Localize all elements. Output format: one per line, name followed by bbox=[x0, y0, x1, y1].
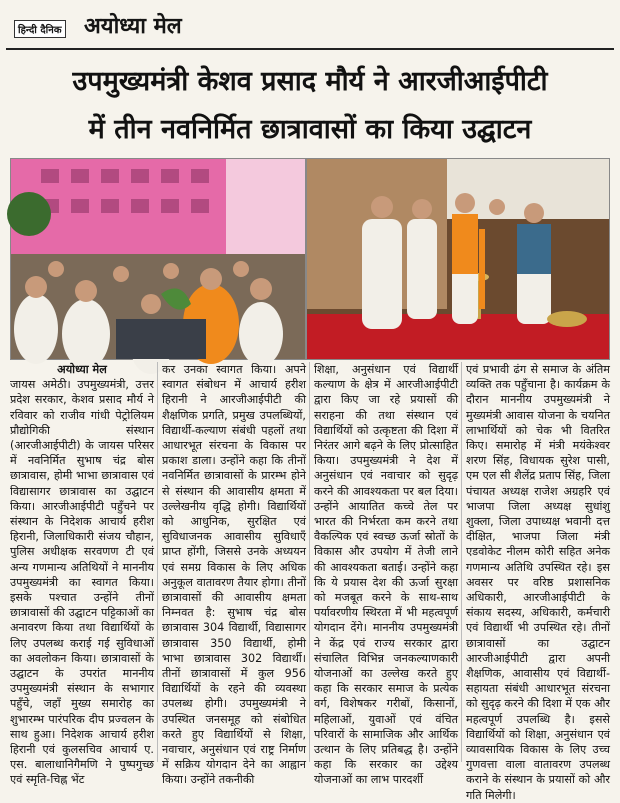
masthead bbox=[6, 6, 616, 46]
article-body bbox=[10, 362, 610, 802]
article-column-1 bbox=[10, 362, 154, 787]
article-column-3: शिक्षा, अनुसंधान एवं विद्यार्थी कल्याण के क्षेत्र में आरजीआईपीटी द्वारा किए जा रहे प्रयासों की सराहना की तथा संस्थान एवं विद्यार्थियों को उत्कृष्टता की दिशा में निरंतर आगे बढ़ने के लिए प्रोत्साहित किया। उपमुख्यमंत्री ने देश में अनुसंधान एवं नवाचार को सुदृढ़ करने की आवश्यकता पर बल दिया। उन्होंने आयातित कच्चे तेल पर भारत की निर्भरता कम करने तथा वैकल्पिक एवं स्वच्छ ऊर्जा स्रोतों के विकास और उपयोग में तेजी लाने की आवश्यकता बताई। उन्होंने कहा कि ये प्रयास देश की ऊर्जा सुरक्षा को मजबूत करने के साथ-साथ पर्यावरणीय स्थिरता में भी महत्वपूर्ण योगदान देंगे। माननीय उपमुख्यमंत्री ने केंद्र एवं राज्य सरकार द्वारा संचालित विभिन्न जनकल्याणकारी योजनाओं का उल्लेख करते हुए कहा कि सरकार समाज के प्रत्येक वर्ग, विशेषकर गरीबों, किसानों, महिलाओं, युवाओं एवं वंचित परिवारों के सामाजिक और आर्थिक उत्थान के लिए प्रतिबद्ध है। उन्होंने कहा कि सरकार का उद्देश्य योजनाओं का लाभ पारदर्शी bbox=[314, 363, 458, 787]
newspaper-name: अयोध्या मेल bbox=[84, 13, 182, 39]
dateline: अयोध्या मेल bbox=[57, 363, 107, 376]
headline-line-2: में तीन नवनिर्मित छात्रावासों का किया उद्घाटन bbox=[88, 114, 532, 145]
article-text-1: जायस अमेठी। उपमुख्यमंत्री, उत्तर प्रदेश सरकार, केशव प्रसाद मौर्य ने रविवार को राजीव गांधी पेट्रोलियम प्रौद्योगिकी संस्थान (आरजीआईपीटी) के जायस परिसर में नवनिर्मित सुभाष चंद्र बोस छात्रावास, होमी भाभा छात्रावास एवं विद्यासागर छात्रावास का उद्घाटन किया। आरजीआईपीटी पहुँचने पर संस्थान के निदेशक आचार्य हरीश हिरानी, जिलाधिकारी संजय चौहान, पुलिस अधीक्षक सरवणण टी एवं अन्य गणमान्य अतिथियों ने माननीय उपमुख्यमंत्री का स्वागत किया। इसके पश्चात उन्होंने तीनों छात्रावासों की उद्घाटन पट्टिकाओं का अनावरण किया तथा विद्यार्थियों के लिए उपलब्ध कराई गई सुविधाओं का अवलोकन किया। छात्रावासों के उद्घाटन के उपरांत माननीय उपमुख्यमंत्री संस्थान के सभागार पहुँचे, जहाँ मुख्य समारोह का शुभारम्भ पारंपरिक दीप प्रज्वलन के साथ हुआ। निदेशक आचार्य हरीश हिरानी एवं कुलसचिव आचार्य ए. एस. बालाधानिगैमणि ने पुष्पगुच्छ एवं स्मृति-चिह्न भेंट bbox=[10, 378, 154, 787]
article-column-2: कर उनका स्वागत किया। अपने स्वागत संबोधन में आचार्य हरीश हिरानी ने आरजीआईपीटी की शैक्षणिक प्रगति, प्रमुख उपलब्धियों, विद्यार्थी-कल्याण संबंधी पहलों तथा आधारभूत संरचना के विकास पर प्रकाश डाला। उन्होंने कहा कि तीनों नवनिर्मित छात्रावासों के प्रारम्भ होने से संस्थान की आवासीय क्षमता में उल्लेखनीय वृद्धि होगी। विद्यार्थियों को आधुनिक, सुरक्षित एवं सुविधाजनक आवासीय सुविधाएँ प्राप्त होंगी, जिससे उनके अध्ययन एवं समग्र विकास के लिए अधिक अनुकूल वातावरण तैयार होगा। तीनों छात्रावासों की आवासीय क्षमता निम्नवत है: सुभाष चंद्र बोस छात्रावास 304 विद्यार्थी, विद्यासागर छात्रावास 350 विद्यार्थी, होमी भाभा छात्रावास 302 विद्यार्थी। तीनों छात्रावासों में कुल 956 विद्यार्थियों के रहने की व्यवस्था उपलब्ध होगी। उपमुख्यमंत्री ने उपस्थित जनसमूह को संबोधित करते हुए विद्यार्थियों से शिक्षा, नवाचार, अनुसंधान एवं राष्ट्र निर्माण में सक्रिय योगदान देने का आह्वान किया। उन्होंने तकनीकी bbox=[162, 363, 306, 787]
headline-line-1: उपमुख्यमंत्री केशव प्रसाद मौर्य ने आरजीआईपीटी bbox=[72, 66, 548, 97]
photo-crowd-at-hostel bbox=[10, 158, 306, 360]
headline bbox=[10, 58, 610, 154]
masthead-label: हिन्दी दैनिक bbox=[14, 20, 66, 38]
article-column-4: एवं प्रभावी ढंग से समाज के अंतिम व्यक्ति तक पहुँचाना है। कार्यक्रम के दौरान माननीय उपमुख्यमंत्री ने मुख्यमंत्री आवास योजना के चयनित लाभार्थियों को चेक भी वितरित किए। समारोह में मंत्री मयंकेश्वर शरण सिंह, विधायक सुरेश पासी, एम एल सी शैलेंद्र प्रताप सिंह, जिला पंचायत अध्यक्ष राजेश अग्रहरि एवं भाजपा जिला अध्यक्ष सुधांशु शुक्ला, जिला उपाध्यक्ष भवानी दत्त दीक्षित, भाजपा जिला मंत्री एडवोकेट नीलम कोरी सहित अनेक गणमान्य अतिथि उपस्थित रहे। इस अवसर पर वरिष्ठ प्रशासनिक अधिकारी, आरजीआईपीटी के संकाय सदस्य, अधिकारी, कर्मचारी एवं विद्यार्थी भी उपस्थित रहे। तीनों छात्रावासों का उद्घाटन आरजीआईपीटी द्वारा अपनी शैक्षणिक, आवासीय एवं विद्यार्थी-सहायता संबंधी आधारभूत संरचना को सुदृढ़ करने की दिशा में एक और महत्वपूर्ण उपलब्धि है। इससे विद्यार्थियों को शिक्षा, अनुसंधान एवं व्यावसायिक विकास के लिए उच्च गुणवत्ता वाला वातावरण उपलब्ध कराने के संस्थान के प्रयासों को और गति मिलेगी। bbox=[466, 363, 610, 802]
masthead-rule bbox=[6, 48, 614, 50]
photo-lamp-lighting bbox=[306, 158, 610, 360]
